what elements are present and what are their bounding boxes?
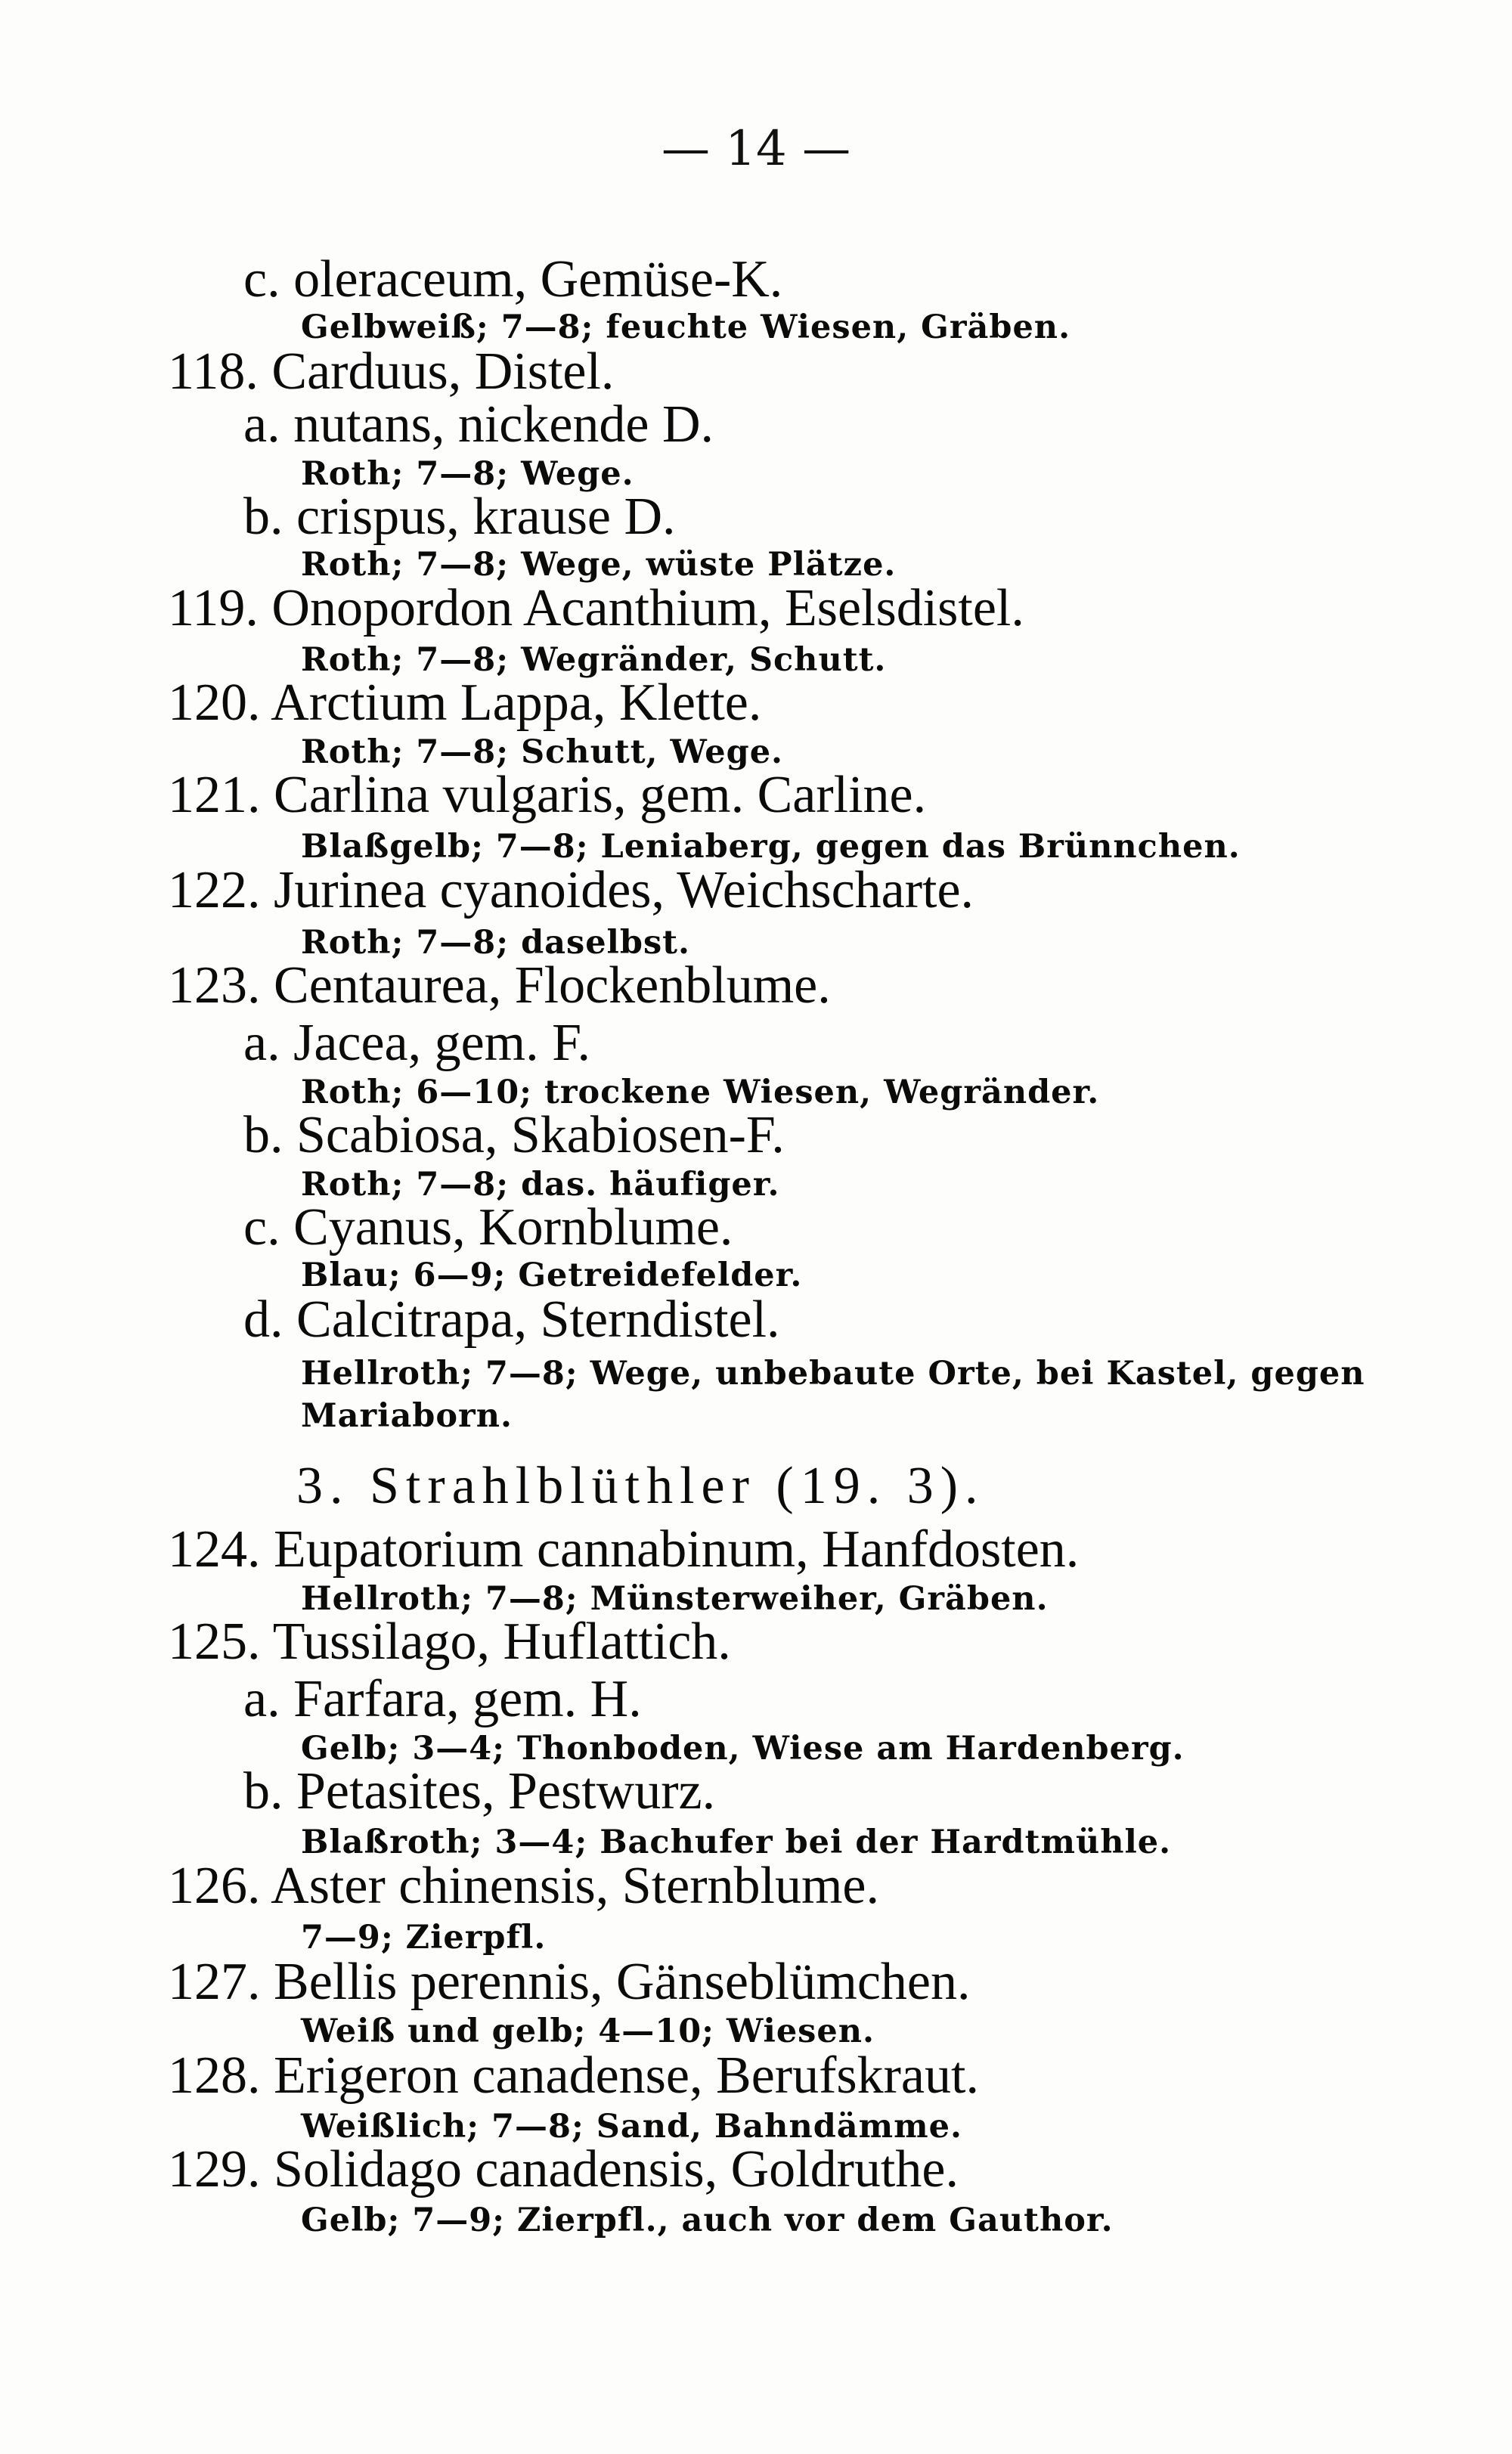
latin-name: Cyanus,	[293, 1198, 466, 1256]
latin-name: Erigeron canadense,	[274, 2047, 703, 2105]
latin-name: Farfara,	[293, 1670, 460, 1728]
entry-detail: Roth; 6—10; trockene Wiesen, Wegränder.	[301, 1074, 1100, 1111]
entry-label: a.	[243, 1014, 280, 1072]
entry-number: 121.	[168, 766, 261, 824]
entry-detail: Roth; 7—8; Wege, wüste Plätze.	[301, 546, 897, 584]
latin-name: Scabiosa,	[296, 1106, 498, 1164]
entry-detail: Weißlich; 7—8; Sand, Bahndämme.	[301, 2108, 962, 2146]
german-name: Klette.	[618, 674, 762, 732]
latin-name: nutans,	[293, 395, 445, 454]
entry-detail: Blau; 6—9; Getreidefelder.	[301, 1256, 803, 1294]
entry-label: a.	[243, 1670, 280, 1728]
entry-line	[243, 1761, 715, 1822]
entry-label: c.	[243, 250, 280, 308]
entry-label: b.	[243, 1762, 284, 1820]
german-name: Flockenblume.	[514, 956, 831, 1015]
entry-number: 119.	[168, 579, 259, 637]
entry-line	[168, 673, 761, 733]
latin-name: Carduus,	[271, 342, 462, 401]
entry-detail: Blaßgelb; 7—8; Leniaberg, gegen das Brünnchen.	[301, 828, 1241, 866]
entry-line	[168, 342, 614, 402]
entry-detail: Hellroth; 7—8; Wege, unbebaute Orte, bei Kastel, gegen	[301, 1355, 1365, 1393]
entry-line	[168, 860, 974, 921]
german-name: Sternblume.	[621, 1857, 880, 1915]
entry-line	[243, 1669, 642, 1730]
entry-number: 120.	[168, 674, 261, 732]
entry-number: 125.	[168, 1613, 261, 1671]
entry-detail: Blaßroth; 3—4; Bachufer bei der Hardtmühle.	[301, 1823, 1172, 1861]
entry-detail: Roth; 7—8; das. häufiger.	[301, 1166, 780, 1204]
entry-line	[243, 487, 676, 547]
latin-name: Bellis perennis,	[274, 1953, 603, 2011]
entry-line	[168, 1856, 879, 1916]
latin-name: Solidago canadensis,	[274, 2140, 718, 2198]
latin-name: Eupatorium cannabinum,	[274, 1520, 809, 1579]
latin-name: Tussilago,	[272, 1613, 490, 1671]
entry-line	[168, 1520, 1079, 1580]
section-heading: 3. Strahlblüthler (19. 3).	[296, 1457, 985, 1515]
latin-name: Jurinea cyanoides,	[274, 861, 665, 919]
latin-name: Carlina vulgaris,	[274, 766, 627, 824]
entry-number: 122.	[168, 861, 261, 919]
german-name: gem. F.	[434, 1014, 590, 1072]
entry-label: b.	[243, 488, 284, 546]
entry-label: a.	[243, 395, 280, 454]
latin-name: Petasites,	[296, 1762, 495, 1820]
german-name: Hanfdosten.	[822, 1520, 1080, 1579]
entry-line	[168, 1612, 731, 1672]
entry-number: 118.	[168, 342, 259, 401]
latin-name: oleraceum,	[293, 250, 528, 308]
entry-detail: Roth; 7—8; Schutt, Wege.	[301, 733, 784, 771]
german-name: Weichscharte.	[677, 861, 974, 919]
german-name: Berufskraut.	[716, 2047, 979, 2105]
entry-line	[168, 956, 831, 1016]
entry-line	[168, 2140, 959, 2200]
entry-line	[168, 765, 926, 826]
german-name: Goldruthe.	[730, 2140, 959, 2198]
entry-detail: Gelb; 3—4; Thonboden, Wiese am Hardenberg.	[301, 1730, 1185, 1768]
german-name: nickende D.	[457, 395, 714, 454]
latin-name: Arctium Lappa,	[271, 674, 606, 732]
entry-number: 126.	[168, 1857, 261, 1915]
entry-number: 129.	[168, 2140, 261, 2198]
entry-line	[243, 1290, 780, 1350]
entry-detail: Weiß und gelb; 4—10; Wiesen.	[301, 2012, 875, 2050]
entry-label: b.	[243, 1106, 284, 1164]
entry-line	[243, 249, 782, 310]
german-name: Kornblume.	[479, 1198, 733, 1256]
latin-name: Jacea,	[293, 1014, 422, 1072]
entry-line	[168, 2046, 979, 2106]
german-name: krause D.	[472, 488, 676, 546]
page-number: — 14 —	[661, 121, 851, 177]
entry-line	[243, 1198, 733, 1258]
latin-name: Calcitrapa,	[296, 1291, 528, 1349]
german-name: Gänseblümchen.	[615, 1953, 971, 2011]
entry-line	[168, 578, 1024, 639]
entry-line	[168, 1952, 970, 2012]
entry-line	[243, 1105, 785, 1166]
entry-detail: Roth; 7—8; Wegränder, Schutt.	[301, 641, 887, 679]
latin-name: Onopordon Acanthium,	[271, 579, 772, 637]
entry-detail: 7—9; Zierpfl.	[301, 1919, 547, 1957]
entry-detail: Gelbweiß; 7—8; feuchte Wiesen, Gräben.	[301, 308, 1071, 346]
entry-detail: Roth; 7—8; Wege.	[301, 455, 634, 493]
german-name: Sterndistel.	[540, 1291, 780, 1349]
entry-label: d.	[243, 1291, 284, 1349]
latin-name: crispus,	[296, 488, 460, 546]
latin-name: Aster chinensis,	[271, 1857, 609, 1915]
entry-detail: Hellroth; 7—8; Münsterweiher, Gräben.	[301, 1580, 1049, 1618]
latin-name: Centaurea,	[274, 956, 502, 1015]
german-name: Huflattich.	[503, 1613, 731, 1671]
entry-label: c.	[243, 1198, 280, 1256]
german-name: Distel.	[474, 342, 615, 401]
entry-detail: Gelb; 7—9; Zierpfl., auch vor dem Gauthor.	[301, 2201, 1114, 2239]
german-name: Pestwurz.	[507, 1762, 716, 1820]
german-name: gem. Carline.	[640, 766, 927, 824]
german-name: Eselsdistel.	[784, 579, 1024, 637]
entry-number: 127.	[168, 1953, 261, 2011]
german-name: gem. H.	[472, 1670, 642, 1728]
entry-detail: Mariaborn.	[301, 1397, 513, 1435]
german-name: Gemüse-K.	[540, 250, 783, 308]
entry-number: 128.	[168, 2047, 261, 2105]
entry-line	[243, 1013, 590, 1074]
entry-number: 124.	[168, 1520, 261, 1579]
entry-detail: Roth; 7—8; daselbst.	[301, 924, 691, 962]
german-name: Skabiosen-F.	[510, 1106, 785, 1164]
entry-line	[243, 395, 714, 455]
entry-number: 123.	[168, 956, 261, 1015]
